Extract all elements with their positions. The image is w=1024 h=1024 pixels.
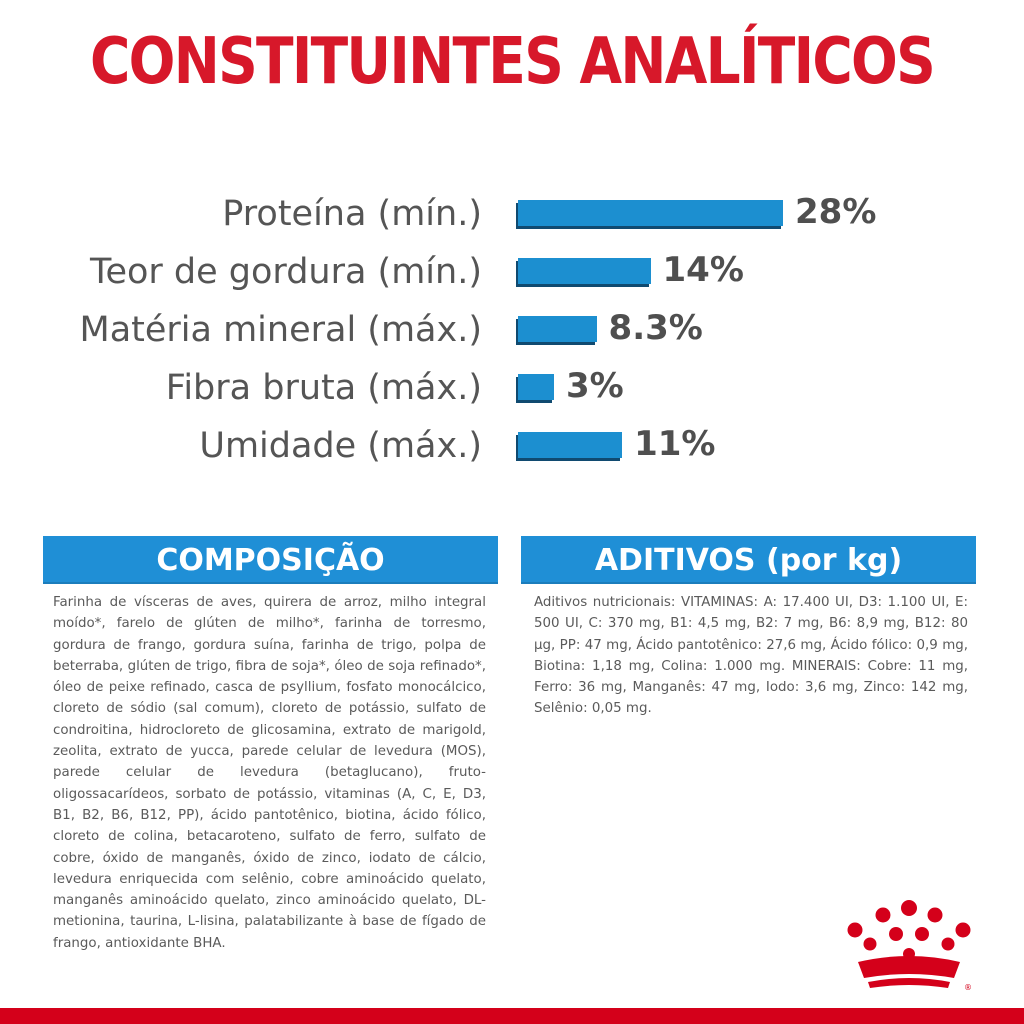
bar xyxy=(518,200,783,226)
bar-value-label: 8.3% xyxy=(608,308,703,348)
bar-label: Proteína (mín.) xyxy=(222,194,482,234)
bar-value-label: 11% xyxy=(634,424,716,464)
bar xyxy=(518,432,622,458)
svg-text:®: ® xyxy=(964,983,972,992)
bar xyxy=(518,374,554,400)
composicao-header: COMPOSIÇÃO xyxy=(43,536,498,584)
bar xyxy=(518,316,597,342)
bar-label: Fibra bruta (máx.) xyxy=(165,368,482,408)
bar-value-label: 3% xyxy=(566,366,624,406)
bar-label: Matéria mineral (máx.) xyxy=(79,310,482,350)
bar-label: Umidade (máx.) xyxy=(199,426,482,466)
bar-value-label: 14% xyxy=(662,250,744,290)
bottom-red-strip xyxy=(0,1008,1024,1024)
composicao-text: Farinha de vísceras de aves, quirera de arroz, milho integral moído*, farelo de glúten de milho*, farinha de torresmo, gordura de frango, gordura suína, farinha de trigo, polpa de beterraba, glúten de trigo, fibra de soja*, óleo de soja refinado*, óleo de peixe refinado, casca de psyllium, fosfato monocálcico, cloreto de sódio (sal comum), cloreto de potássio, sulfato de condroitina, hidrocloreto de glicosamina, extrato de marigold, zeolita, extrato de yucca, parede celular de levedura (MOS), parede celular de levedura (betaglucano), fruto-oligossacarídeos, sorbato de potássio, vitaminas (A, C, E, D3, B1, B2, B6, B12, PP), ácido pantotênico, biotina, ácido fólico, cloreto de colina, betacaroteno, sulfato de ferro, sulfato de cobre, óxido de manganês, óxido de zinco, iodato de cálcio, levedura enriquecida com selênio, cobre aminoácido quelato, manganês aminoácido quelato, zinco aminoácido quelato, DL-metionina, taurina, L-lisina, palatabilizante à base de fígado de frango, antioxidante BHA. xyxy=(53,595,486,951)
bar-value-label: 28% xyxy=(795,192,877,232)
aditivos-text: Aditivos nutricionais: VITAMINAS: A: 17.400 UI, D3: 1.100 UI, E: 500 UI, C: 370 mg, B1: 4,5 mg, B2: 7 mg, B6: 8,9 mg, B12: 80 µg, PP: 47 mg, Ácido pantotênico: 27,6 mg, Ácido fólico: 0,9 mg, Biotina: 1,18 mg, Colina: 1.000 mg. MINERAIS: Cobre: 11 mg, Ferro: 36 mg, Manganês: 47 mg, Iodo: 3,6 mg, Zinco: 142 mg, Selênio: 0,05 mg. xyxy=(534,595,968,717)
page-title: CONSTITUINTES ANALÍTICOS xyxy=(89,25,935,99)
bar xyxy=(518,258,651,284)
crown-logo-icon xyxy=(838,900,978,992)
bar-label: Teor de gordura (mín.) xyxy=(90,252,482,292)
aditivos-header: ADITIVOS (por kg) xyxy=(521,536,976,584)
